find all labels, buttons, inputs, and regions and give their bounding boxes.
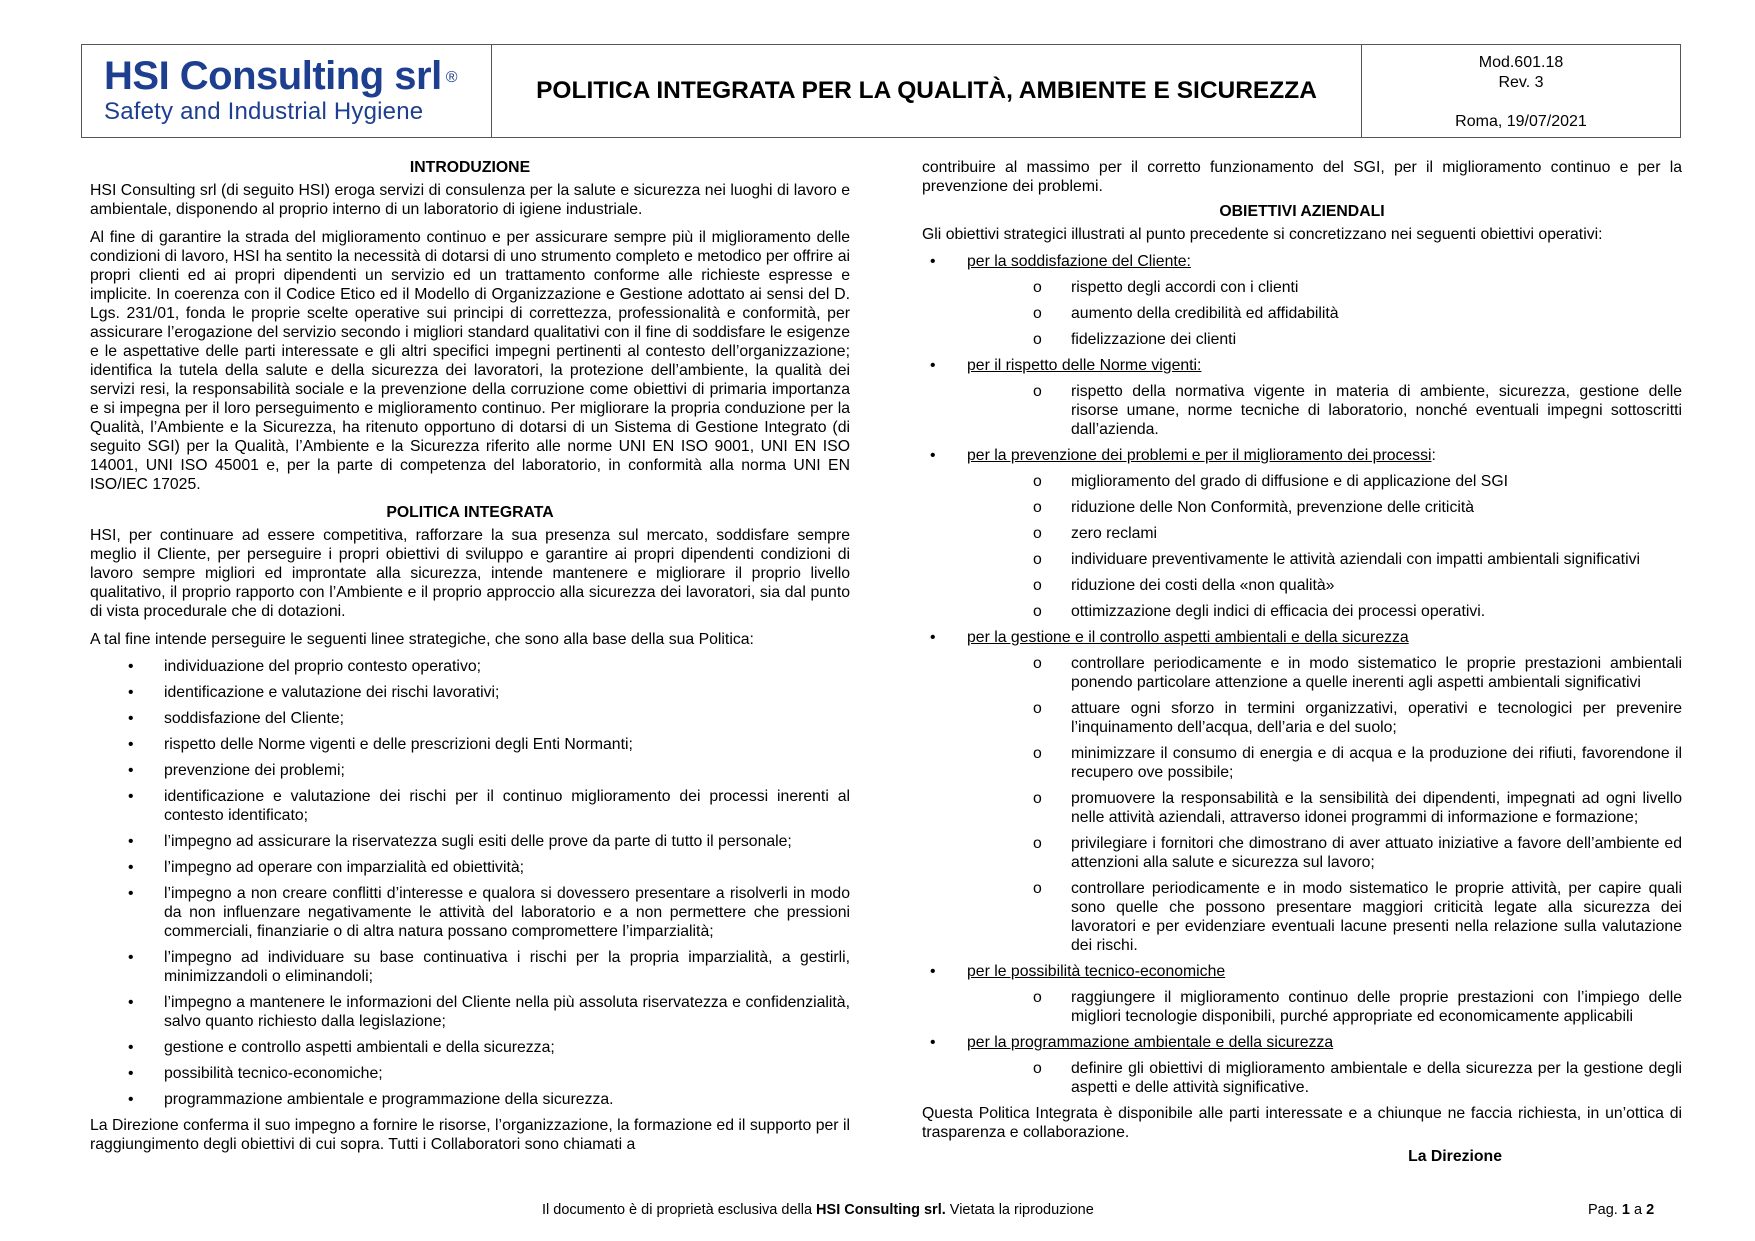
circle-bullet-icon: o bbox=[1033, 473, 1042, 490]
objective-subitem bbox=[967, 699, 1682, 737]
circle-bullet-icon: o bbox=[1033, 989, 1042, 1006]
bullet-text: l’impegno ad assicurare la riservatezza sugli esiti delle prove da parte di tutto il personale; bbox=[164, 833, 792, 850]
objective-subitem-text: fidelizzazione dei clienti bbox=[1071, 331, 1237, 348]
objective-subitem-text: definire gli obiettivi di miglioramento ambientale e della sicurezza per la gestione degli aspetti e delle attività significative. bbox=[1071, 1060, 1682, 1096]
objective-subitem bbox=[967, 988, 1682, 1026]
bullet-text: l’impegno ad individuare su base continuativa i rischi per la propria imparzialità, a gestirli, minimizzandoli o eliminandoli; bbox=[164, 949, 850, 985]
intro-paragraph: HSI Consulting srl (di seguito HSI) eroga servizi di consulenza per la salute e sicurezza nei luoghi di lavoro e ambientale, disponendo al proprio interno di un laboratorio di igiene industriale. bbox=[90, 182, 850, 218]
page-label: Pag. bbox=[1588, 1202, 1618, 1218]
logo-wordmark bbox=[104, 56, 491, 96]
bullet-text: soddisfazione del Cliente; bbox=[164, 710, 345, 727]
logo bbox=[82, 45, 492, 137]
bullet-icon: • bbox=[128, 1091, 134, 1108]
objective-item bbox=[922, 962, 1682, 1026]
circle-bullet-icon: o bbox=[1033, 700, 1042, 717]
policy-bullet-item bbox=[90, 735, 850, 754]
objective-subitem bbox=[967, 472, 1682, 491]
bullet-icon: • bbox=[128, 1065, 134, 1082]
circle-bullet-icon: o bbox=[1033, 655, 1042, 672]
bullet-icon: • bbox=[128, 710, 134, 727]
policy-bullet-list bbox=[90, 657, 850, 1109]
current-page: 1 bbox=[1621, 1202, 1630, 1218]
circle-bullet-icon: o bbox=[1033, 499, 1042, 516]
objective-subitem-text: ottimizzazione degli indici di efficacia dei processi operativi. bbox=[1071, 603, 1486, 620]
direction-paragraph: La Direzione conferma il suo impegno a fornire le risorse, l’organizzazione, la formazione ed il supporto per il raggiungimento degli obiettivi di cui sopra. Tutti i Collaboratori sono chiamati a bbox=[90, 1117, 850, 1153]
circle-bullet-icon: o bbox=[1033, 305, 1042, 322]
circle-bullet-icon: o bbox=[1033, 603, 1042, 620]
document-date: Roma, 19/07/2021 bbox=[1455, 113, 1587, 130]
intro-heading: INTRODUZIONE bbox=[409, 159, 531, 176]
objective-label: per la soddisfazione del Cliente: bbox=[967, 253, 1191, 270]
footer-notice bbox=[542, 1202, 1094, 1218]
objective-sublist bbox=[967, 382, 1682, 439]
objective-sublist bbox=[967, 1059, 1682, 1097]
bullet-text: individuazione del proprio contesto operativo; bbox=[164, 658, 482, 675]
footer-text: Il documento è di proprietà esclusiva della bbox=[542, 1202, 813, 1218]
circle-bullet-icon: o bbox=[1033, 551, 1042, 568]
total-pages: 2 bbox=[1646, 1202, 1655, 1218]
circle-bullet-icon: o bbox=[1033, 525, 1042, 542]
objective-subitem bbox=[967, 304, 1682, 323]
objective-subitem bbox=[967, 382, 1682, 439]
bullet-icon: • bbox=[128, 1039, 134, 1056]
objective-subitem-text: individuare preventivamente le attività aziendali con impatti ambientali significativi bbox=[1071, 551, 1640, 568]
bullet-text: rispetto delle Norme vigenti e delle prescrizioni degli Enti Normanti; bbox=[164, 736, 633, 753]
objective-item bbox=[922, 356, 1682, 439]
circle-bullet-icon: o bbox=[1033, 790, 1042, 807]
policy-bullet-item bbox=[90, 1090, 850, 1109]
revision: Rev. 3 bbox=[1498, 74, 1544, 91]
document-header bbox=[81, 44, 1681, 138]
policy-bullet-item bbox=[90, 993, 850, 1031]
bullet-icon: • bbox=[128, 762, 134, 779]
circle-bullet-icon: o bbox=[1033, 331, 1042, 348]
objectives-intro: Gli obiettivi strategici illustrati al punto precedente si concretizzano nei seguenti obiettivi operativi: bbox=[922, 226, 1603, 243]
objective-subitem-text: raggiungere il miglioramento continuo delle proprie prestazioni con l’impiego delle migliori tecnologie disponibili, purché appropriate ed economicamente applicabili bbox=[1071, 989, 1682, 1025]
objective-subitem bbox=[967, 879, 1682, 955]
objective-item bbox=[922, 1033, 1682, 1097]
logo-company-name: HSI Consulting srl bbox=[104, 54, 442, 98]
circle-bullet-icon: o bbox=[1033, 880, 1042, 897]
objective-subitem bbox=[967, 278, 1682, 297]
closing-paragraph: Questa Politica Integrata è disponibile alle parti interessate e a chiunque ne faccia richiesta, in un’ottica di trasparenza e collaborazione. bbox=[922, 1105, 1682, 1141]
objective-subitem-text: miglioramento del grado di diffusione e di applicazione del SGI bbox=[1071, 473, 1509, 490]
title-cell bbox=[492, 45, 1362, 137]
objective-subitem bbox=[967, 654, 1682, 692]
circle-bullet-icon: o bbox=[1033, 745, 1042, 762]
bullet-icon: • bbox=[930, 629, 936, 646]
bullet-text: possibilità tecnico-economiche; bbox=[164, 1065, 383, 1082]
circle-bullet-icon: o bbox=[1033, 835, 1042, 852]
objective-sublist bbox=[967, 988, 1682, 1026]
objective-item bbox=[922, 446, 1682, 621]
policy-bullet-item bbox=[90, 709, 850, 728]
objective-item bbox=[922, 252, 1682, 349]
objective-subitem bbox=[967, 789, 1682, 827]
bullet-icon: • bbox=[128, 833, 134, 850]
bullet-text: prevenzione dei problemi; bbox=[164, 762, 345, 779]
bullet-text: gestione e controllo aspetti ambientali e della sicurezza; bbox=[164, 1039, 555, 1056]
bullet-text: identificazione e valutazione dei rischi lavorativi; bbox=[164, 684, 500, 701]
objective-subitem bbox=[967, 602, 1682, 621]
objectives-heading: OBIETTIVI AZIENDALI bbox=[1219, 203, 1385, 220]
policy-paragraph: HSI, per continuare ad essere competitiva, rafforzare la sua presenza sul mercato, soddisfare sempre meglio il Cliente, per perseguire i propri obiettivi di sviluppo e garantire ai propri dipendenti condizioni di lavoro sempre migliori ed improntate alla sicurezza, intende mantenere e migliorare il proprio livello qualitativo, il proprio rapporto con l’Ambiente e il proprio approccio alla sicurezza dei lavoratori, sia dal punto di vista procedurale che di dotazioni. bbox=[90, 527, 850, 620]
objective-label: per la prevenzione dei problemi e per il miglioramento dei processi bbox=[967, 447, 1432, 464]
bullet-icon: • bbox=[930, 447, 936, 464]
objective-subitem bbox=[967, 550, 1682, 569]
bullet-icon: • bbox=[128, 684, 134, 701]
objective-label-suffix: : bbox=[1431, 447, 1436, 464]
circle-bullet-icon: o bbox=[1033, 383, 1042, 400]
bullet-text: programmazione ambientale e programmazione della sicurezza. bbox=[164, 1091, 614, 1108]
bullet-icon: • bbox=[128, 949, 134, 966]
document-title: POLITICA INTEGRATA PER LA QUALITÀ, AMBIENTE E SICUREZZA bbox=[536, 77, 1317, 104]
bullet-icon: • bbox=[930, 357, 936, 374]
objective-subitem bbox=[967, 524, 1682, 543]
objectives-list bbox=[922, 252, 1682, 1097]
right-column bbox=[922, 158, 1682, 1166]
intro-paragraph: Al fine di garantire la strada del miglioramento continuo e per assicurare sempre più il miglioramento delle condizioni di lavoro, HSI ha sentito la necessità di dotarsi di uno strumento completo e metodico per offrire ai propri clienti ed ai propri dipendenti un servizio ed un trattamento conforme alle richieste espresse e implicite. In coerenza con il Codice Etico ed il Modello di Organizzazione e Gestione adottato ai sensi del D. Lgs. 231/01, fonda le proprie scelte operative sui principi di correttezza, professionalità e conformità, per assicurare l’erogazione del servizio secondo i migliori standard qualitativi con il fine di soddisfare le esigenze e le aspettative delle parti interessate e gli altri specifici impegni pertinenti al contesto dell’organizzazione; identifica la tutela della salute e della sicurezza dei lavoratori, la protezione dell’ambiente, la qualità dei servizi resi, la responsabilità sociale e la prevenzione della corruzione come obiettivi di primaria importanza e si impegna per il loro perseguimento e miglioramento continuo. Per migliorare la propria conduzione per la Qualità, l’Ambiente e la Sicurezza, ha ritenuto opportuno di dotarsi di un Sistema di Gestione Integrato (di seguito SGI) per la Qualità, l’Ambiente e la Sicurezza riferito alle norme UNI EN ISO 9001, UNI EN ISO 14001, UNI ISO 45001 e, per la parte di competenza del laboratorio, in conformità alla norma UNI EN ISO/IEC 17025. bbox=[90, 229, 850, 493]
objective-subitem-text: attuare ogni sforzo in termini organizzativi, operativi e tecnologici per prevenire l’inquinamento dell’acqua, dell’aria e del suolo; bbox=[1071, 700, 1682, 736]
policy-bullet-item bbox=[90, 657, 850, 676]
bullet-icon: • bbox=[930, 963, 936, 980]
module-code: Mod.601.18 bbox=[1478, 54, 1564, 71]
objective-label: per la programmazione ambientale e della sicurezza bbox=[967, 1034, 1334, 1051]
policy-bullet-item bbox=[90, 948, 850, 986]
objective-subitem bbox=[967, 834, 1682, 872]
objective-sublist bbox=[967, 278, 1682, 349]
objective-subitem-text: controllare periodicamente e in modo sistematico le proprie attività, per capire quali sono quelle che possono presentare maggiori criticità legate alla sicurezza dei lavoratori e per evidenziare eventuali lacune presenti nella relazione sulla valutazione dei rischi. bbox=[1071, 880, 1682, 954]
objective-label: per le possibilità tecnico-economiche bbox=[967, 963, 1226, 980]
policy-bullet-item bbox=[90, 683, 850, 702]
page-label: a bbox=[1633, 1202, 1643, 1218]
objective-subitem bbox=[967, 576, 1682, 595]
continuation-paragraph: contribuire al massimo per il corretto funzionamento del SGI, per il miglioramento continuo e per la prevenzione dei problemi. bbox=[922, 159, 1682, 195]
objective-subitem-text: minimizzare il consumo di energia e di acqua e la produzione dei rifiuti, favorendone il recupero ove possibile; bbox=[1071, 745, 1682, 781]
logo-tagline: Safety and Industrial Hygiene bbox=[104, 98, 424, 125]
objective-subitem-text: zero reclami bbox=[1071, 525, 1158, 542]
policy-bullet-item bbox=[90, 761, 850, 780]
policy-heading: POLITICA INTEGRATA bbox=[386, 504, 554, 521]
circle-bullet-icon: o bbox=[1033, 279, 1042, 296]
objective-subitem-text: riduzione dei costi della «non qualità» bbox=[1071, 577, 1335, 594]
registered-mark: ® bbox=[445, 69, 457, 86]
signature: La Direzione bbox=[1408, 1148, 1502, 1165]
bullet-text: l’impegno a non creare conflitti d’interesse e qualora si dovessero presentare a risolverli in modo da non influenzare negativamente le attività del laboratorio e a non permettere che pressioni commerciali, finanziarie o di altra natura possano compromettere l’imparzialità; bbox=[164, 885, 850, 940]
bullet-icon: • bbox=[128, 885, 134, 902]
policy-bullet-item bbox=[90, 787, 850, 825]
objective-subitem-text: aumento della credibilità ed affidabilità bbox=[1071, 305, 1339, 322]
circle-bullet-icon: o bbox=[1033, 577, 1042, 594]
objective-label: per la gestione e il controllo aspetti ambientali e della sicurezza bbox=[967, 629, 1409, 646]
bullet-icon: • bbox=[128, 994, 134, 1011]
policy-bullet-item bbox=[90, 858, 850, 877]
objective-subitem-text: promuovere la responsabilità e la sensibilità dei dipendenti, impegnati ad ogni livello nelle attività aziendali, attraverso idonei programmi di informazione e formazione; bbox=[1071, 790, 1682, 826]
objective-item bbox=[922, 628, 1682, 955]
policy-paragraph: A tal fine intende perseguire le seguenti linee strategiche, che sono alla base della sua Politica: bbox=[90, 631, 754, 648]
objective-subitem bbox=[967, 330, 1682, 349]
document-meta bbox=[1362, 45, 1680, 137]
left-column bbox=[90, 158, 850, 1163]
policy-bullet-item bbox=[90, 832, 850, 851]
bullet-icon: • bbox=[930, 253, 936, 270]
bullet-icon: • bbox=[128, 859, 134, 876]
policy-bullet-item bbox=[90, 1038, 850, 1057]
objective-subitem-text: rispetto degli accordi con i clienti bbox=[1071, 279, 1299, 296]
objective-subitem-text: rispetto della normativa vigente in materia di ambiente, sicurezza, gestione delle risorse umane, norme tecniche di laboratorio, nonché eventuali impegni sottoscritti dall’azienda. bbox=[1071, 383, 1682, 438]
objective-label: per il rispetto delle Norme vigenti: bbox=[967, 357, 1202, 374]
bullet-icon: • bbox=[128, 658, 134, 675]
objective-subitem-text: controllare periodicamente e in modo sistematico le proprie prestazioni ambientali ponendo particolare attenzione a quelle inerenti agli aspetti ambientali significativi bbox=[1071, 655, 1682, 691]
bullet-icon: • bbox=[128, 736, 134, 753]
policy-bullet-item bbox=[90, 884, 850, 941]
objective-sublist bbox=[967, 472, 1682, 621]
objective-subitem bbox=[967, 744, 1682, 782]
objective-sublist bbox=[967, 654, 1682, 955]
objective-subitem bbox=[967, 1059, 1682, 1097]
bullet-text: l’impegno a mantenere le informazioni del Cliente nella più assoluta riservatezza e confidenzialità, salvo quanto richiesto dalla legislazione; bbox=[164, 994, 850, 1030]
footer-text: Vietata la riproduzione bbox=[949, 1202, 1094, 1218]
objective-subitem-text: riduzione delle Non Conformità, prevenzione delle criticità bbox=[1071, 499, 1475, 516]
footer-company: HSI Consulting srl. bbox=[816, 1202, 946, 1218]
bullet-icon: • bbox=[128, 788, 134, 805]
circle-bullet-icon: o bbox=[1033, 1060, 1042, 1077]
objective-subitem-text: privilegiare i fornitori che dimostrano di aver attuato iniziative a favore dell’ambiente ed attenzioni alla salute e sicurezza sul lavoro; bbox=[1071, 835, 1682, 871]
bullet-text: l’impegno ad operare con imparzialità ed obiettività; bbox=[164, 859, 525, 876]
bullet-icon: • bbox=[930, 1034, 936, 1051]
page-number bbox=[1588, 1202, 1654, 1218]
objective-subitem bbox=[967, 498, 1682, 517]
policy-bullet-item bbox=[90, 1064, 850, 1083]
bullet-text: identificazione e valutazione dei rischi per il continuo miglioramento dei processi inerenti al contesto identificato; bbox=[164, 788, 850, 824]
